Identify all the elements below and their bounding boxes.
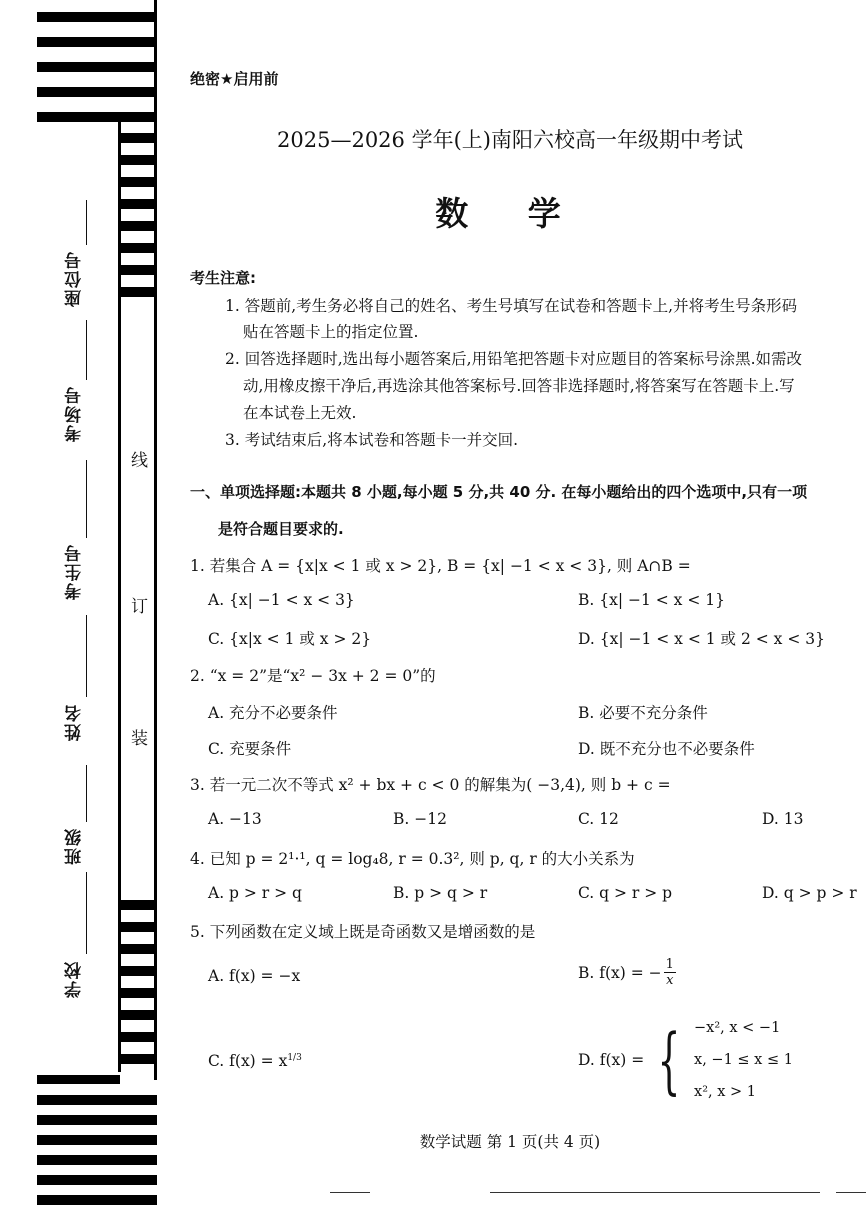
q4-option-a: A. p > r > q: [208, 884, 302, 902]
exponent: 1/3: [287, 1052, 302, 1063]
page-footer: 数学试题 第 1 页(共 4 页): [419, 1133, 601, 1151]
notice-item: 1. 答题前,考生务必将自己的姓名、考生号填写在试卷和答题卡上,并将考生号条形码: [225, 297, 798, 315]
school-blank[interactable]: [86, 872, 87, 954]
q5-option-d: [578, 1012, 793, 1108]
section-heading: 一、单项选择题:本题共 8 小题,每小题 5 分,共 40 分. 在每小题给出的四个选项中,只有一项: [190, 483, 808, 501]
question-4-stem: 4. 已知 p = 2¹·¹, q = log₄8, r = 0.3², 则 p, q, r 的大小关系为: [190, 850, 635, 868]
exam-room-label: 考场号: [65, 385, 85, 442]
q5-option-c: [208, 1052, 302, 1070]
section-heading-cont: 是符合题目要求的.: [218, 520, 344, 538]
q5-option-b: [578, 957, 676, 988]
q3-option-b: B. −12: [393, 810, 447, 828]
q2-option-b: B. 必要不充分条件: [578, 704, 708, 722]
class-label: 班级: [65, 827, 85, 865]
school-label: 学校: [65, 960, 85, 998]
q3-option-c: C. 12: [578, 810, 619, 828]
exam-title: 2025—2026 学年(上)南阳六校高一年级期中考试: [277, 128, 743, 152]
subject-title: 数 学: [435, 194, 585, 233]
q4-option-d: D. q > p > r: [762, 884, 857, 902]
q3-option-a: A. −13: [208, 810, 262, 828]
q2-option-d: D. 既不充分也不必要条件: [578, 740, 755, 758]
notice-item: 在本试卷上无效.: [243, 404, 357, 422]
q5-option-a: A. f(x) = −x: [208, 967, 301, 985]
confidential-mark: 绝密★启用前: [190, 70, 279, 88]
q5-option-c-prefix: C. f(x) = x: [208, 1052, 288, 1070]
piecewise-brace: {: [657, 1018, 681, 1102]
question-2-stem: 2. “x = 2”是“x² − 3x + 2 = 0”的: [190, 667, 436, 685]
staple-char: 订: [131, 597, 148, 617]
bind-char: 装: [131, 729, 148, 749]
fraction-numerator: 1: [665, 957, 674, 972]
notice-heading: 考生注意:: [190, 269, 256, 287]
q5-option-d-prefix: D. f(x) =: [578, 1051, 645, 1069]
q1-option-c: C. {x|x < 1 或 x > 2}: [208, 630, 372, 648]
bottom-rule: [490, 1192, 820, 1193]
q3-option-d: D. 13: [762, 810, 804, 828]
bottom-rule: [836, 1192, 866, 1193]
notice-item: 2. 回答选择题时,选出每小题答案后,用铅笔把答题卡对应题目的答案标号涂黑.如需改: [225, 350, 802, 368]
case-2: x, −1 ≤ x ≤ 1: [694, 1052, 793, 1068]
question-3-stem: 3. 若一元二次不等式 x² + bx + c < 0 的解集为( −3,4), 则 b + c =: [190, 776, 671, 794]
notice-item: 贴在答题卡上的指定位置.: [243, 323, 419, 341]
fraction-denominator: x: [666, 973, 674, 988]
fraction: [664, 957, 676, 988]
q4-option-c: C. q > r > p: [578, 884, 673, 902]
seat-number-label: 座位号: [65, 250, 85, 307]
line-char: 线: [131, 451, 148, 471]
seat-number-blank[interactable]: [86, 200, 87, 245]
q1-option-d: D. {x| −1 < x < 1 或 2 < x < 3}: [578, 630, 825, 648]
case-3: x², x > 1: [694, 1084, 757, 1100]
name-blank[interactable]: [86, 615, 87, 697]
bottom-rule: [330, 1192, 370, 1193]
q5-option-b-prefix: B. f(x) = −: [578, 963, 662, 982]
question-1-stem: 1. 若集合 A = {x|x < 1 或 x > 2}, B = {x| −1 < x < 3}, 则 A∩B =: [190, 557, 691, 575]
exam-room-blank[interactable]: [86, 320, 87, 380]
q2-option-c: C. 充要条件: [208, 740, 292, 758]
notice-item: 3. 考试结束后,将本试卷和答题卡一并交回.: [225, 431, 519, 449]
q1-option-a: A. {x| −1 < x < 3}: [208, 591, 355, 609]
q4-option-b: B. p > q > r: [393, 884, 488, 902]
question-5-stem: 5. 下列函数在定义域上既是奇函数又是增函数的是: [190, 923, 536, 941]
q1-option-b: B. {x| −1 < x < 1}: [578, 591, 725, 609]
candidate-number-blank[interactable]: [86, 460, 87, 538]
notice-item: 动,用橡皮擦干净后,再选涂其他答案标号.回答非选择题时,将答案写在答题卡上.写: [243, 377, 795, 395]
q2-option-a: A. 充分不必要条件: [208, 704, 338, 722]
class-blank[interactable]: [86, 765, 87, 822]
candidate-number-label: 考生号: [65, 543, 85, 600]
name-label: 姓名: [65, 703, 85, 741]
case-1: −x², x < −1: [694, 1020, 781, 1036]
piecewise-cases: [694, 1012, 793, 1108]
